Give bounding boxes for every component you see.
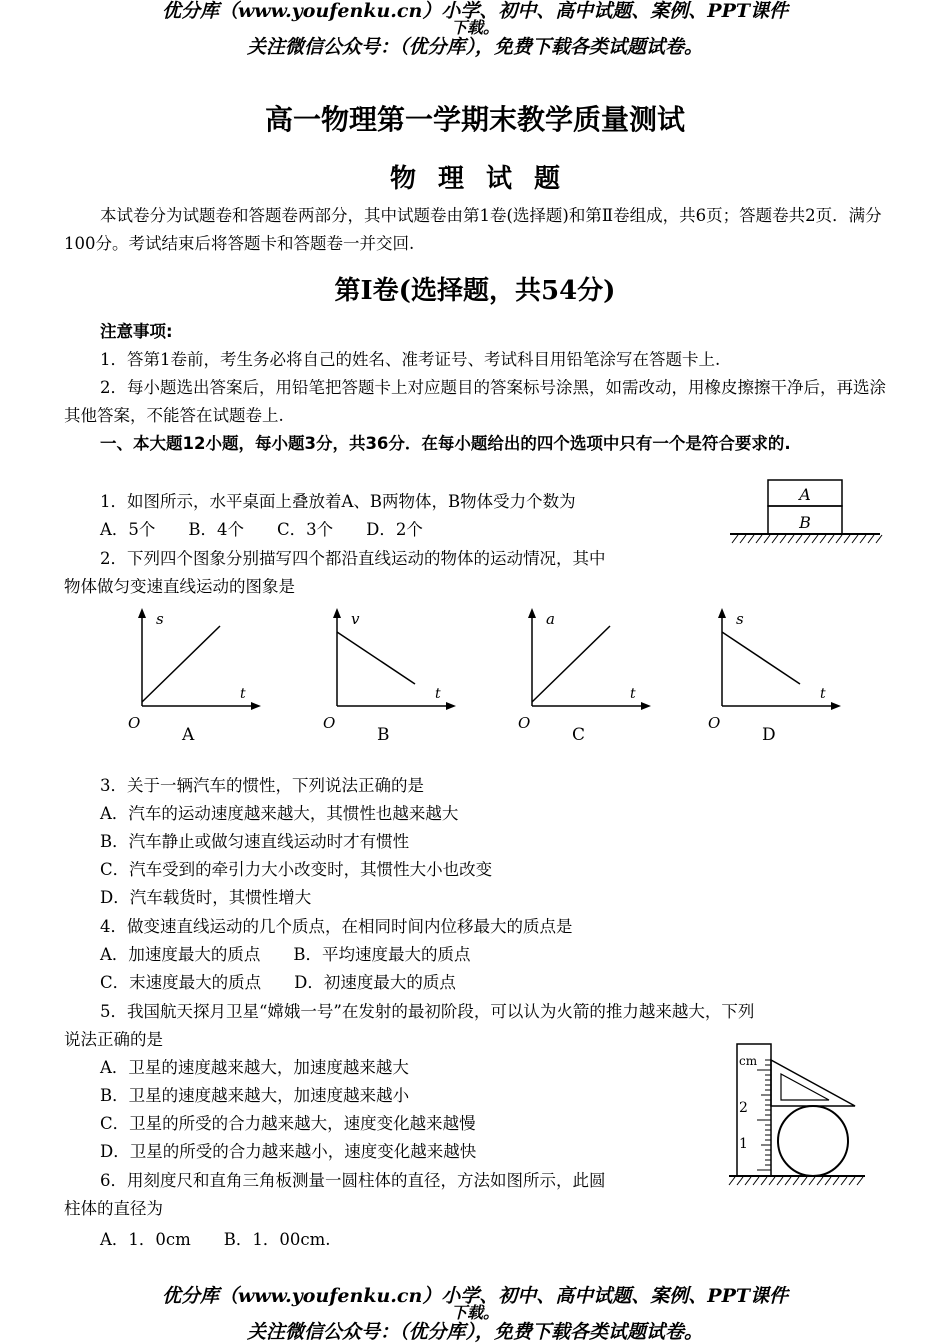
q6-ruler-figure bbox=[725, 1040, 875, 1190]
header-line1: 优分库（www.youfenku.cn）小学、初中、高中试题、案例、PPT课件 bbox=[161, 0, 789, 22]
page-subtitle: 物理试题 bbox=[389, 164, 582, 194]
y-arrow bbox=[718, 608, 726, 618]
q6-stem-2: 柱体的直径为 bbox=[64, 1199, 163, 1218]
graph-line bbox=[337, 632, 415, 684]
q6-stem-1: 6．用刻度尺和直角三角板测量一圆柱体的直径，方法如图所示，此圆 bbox=[100, 1171, 606, 1190]
q4-options-cd: C．末速度最大的质点 D．初速度最大的质点 bbox=[100, 973, 456, 992]
notice-item-1: 1．答第1卷前，考生务必将自己的姓名、准考证号、考试科目用铅笔涂写在答题卡上. bbox=[100, 350, 721, 369]
set-square bbox=[771, 1060, 855, 1106]
graph-D bbox=[708, 608, 841, 745]
q2-stem-1: 2．下列四个图象分别描写四个都沿直线运动的物体的运动情况，其中 bbox=[100, 549, 606, 568]
graph-line bbox=[722, 632, 800, 684]
q1-stem: 1．如图所示，水平桌面上叠放着A、B两物体，B物体受力个数为 bbox=[100, 492, 576, 511]
y-arrow bbox=[138, 608, 146, 618]
y-label: v bbox=[351, 610, 360, 628]
graph-caption: A bbox=[182, 725, 195, 745]
q2-stem-2: 物体做匀变速直线运动的图象是 bbox=[64, 577, 295, 596]
y-label: a bbox=[546, 610, 555, 628]
intro-paragraph: 本试卷分为试题卷和答题卷两部分，其中试题卷由第1卷(选择题)和第Ⅱ卷组成，共6页；答题卷共2页．满分100分。考试结束后将答题卡和答题卷一并交回. bbox=[64, 206, 882, 253]
x-label: t bbox=[240, 686, 246, 702]
x-arrow bbox=[831, 702, 841, 710]
footer-line1: 优分库（www.youfenku.cn）小学、初中、高中试题、案例、PPT课件 bbox=[161, 1285, 789, 1307]
footer-line1-wrap: 下载。 bbox=[450, 1303, 499, 1322]
notice-heading: 注意事项: bbox=[100, 322, 173, 341]
graph-A bbox=[128, 608, 261, 745]
header-line2: 关注微信公众号：（优分库），免费下载各类试题试卷。 bbox=[246, 36, 703, 58]
q5-stem-2: 说法正确的是 bbox=[64, 1030, 163, 1049]
q3-option-c: C．汽车受到的牵引力大小改变时，其惯性大小也改变 bbox=[100, 860, 493, 879]
block-b-label: B bbox=[799, 513, 811, 532]
block-a-label: A bbox=[799, 485, 811, 504]
q6-options: A．1．0cm B．1．00cm. bbox=[100, 1230, 331, 1249]
graph-caption: B bbox=[377, 725, 390, 745]
q4-stem: 4．做变速直线运动的几个质点，在相同时间内位移最大的质点是 bbox=[100, 917, 573, 936]
y-label: s bbox=[736, 610, 744, 628]
ruler-tick-1: 1 bbox=[739, 1136, 748, 1152]
q1-blocks-figure bbox=[730, 474, 890, 546]
x-arrow bbox=[446, 702, 456, 710]
origin-label: O bbox=[708, 714, 721, 732]
y-label: s bbox=[156, 610, 164, 628]
part1-instruction: 一、本大题12小题，每小题3分，共36分．在每小题给出的四个选项中只有一个是符合要求的. bbox=[100, 434, 791, 453]
graph-line bbox=[142, 626, 220, 702]
origin-label: O bbox=[518, 714, 531, 732]
q5-option-a: A．卫星的速度越来越大，加速度越来越大 bbox=[100, 1058, 409, 1077]
q5-option-c: C．卫星的所受的合力越来越大，速度变化越来越慢 bbox=[100, 1114, 476, 1133]
page-title: 高一物理第一学期末教学质量测试 bbox=[264, 103, 685, 136]
ruler-unit: cm bbox=[739, 1054, 758, 1068]
x-arrow bbox=[251, 702, 261, 710]
q2-graphs bbox=[110, 604, 850, 754]
origin-label: O bbox=[128, 714, 141, 732]
graph-line bbox=[532, 626, 610, 702]
section-title: 第Ⅰ卷(选择题，共54分) bbox=[334, 276, 616, 306]
y-arrow bbox=[333, 608, 341, 618]
q5-stem-1: 5．我国航天探月卫星“嫦娥一号”在发射的最初阶段，可以认为火箭的推力越来越大，下列 bbox=[100, 1002, 755, 1021]
graph-caption: D bbox=[762, 725, 776, 745]
x-arrow bbox=[641, 702, 651, 710]
q3-option-b: B．汽车静止或做匀速直线运动时才有惯性 bbox=[100, 832, 410, 851]
header-line1-wrap: 下载。 bbox=[450, 18, 499, 37]
x-label: t bbox=[435, 686, 441, 702]
graph-caption: C bbox=[572, 725, 586, 745]
y-arrow bbox=[528, 608, 536, 618]
footer-line2: 关注微信公众号：（优分库），免费下载各类试题试卷。 bbox=[246, 1321, 703, 1343]
graph-B bbox=[323, 608, 456, 745]
x-label: t bbox=[630, 686, 636, 702]
cylinder bbox=[778, 1106, 848, 1176]
q5-option-b: B．卫星的速度越来越大，加速度越来越小 bbox=[100, 1086, 410, 1105]
ruler-tick-2: 2 bbox=[739, 1100, 748, 1116]
origin-label: O bbox=[323, 714, 336, 732]
q1-options: A．5个 B．4个 C．3个 D．2个 bbox=[100, 520, 423, 539]
notice-item-2: 2．每小题选出答案后，用铅笔把答题卡上对应题目的答案标号涂黑，如需改动，用橡皮擦擦干净后，再选涂其他答案，不能答在试题卷上. bbox=[64, 378, 886, 425]
q3-option-d: D．汽车载货时，其惯性增大 bbox=[100, 888, 312, 907]
q3-option-a: A．汽车的运动速度越来越大，其惯性也越来越大 bbox=[100, 804, 459, 823]
q5-option-d: D．卫星的所受的合力越来越小，速度变化越来越快 bbox=[100, 1142, 477, 1161]
x-label: t bbox=[820, 686, 826, 702]
q3-stem: 3．关于一辆汽车的惯性，下列说法正确的是 bbox=[100, 776, 424, 795]
q4-options-ab: A．加速度最大的质点 B．平均速度最大的质点 bbox=[100, 945, 471, 964]
graph-C bbox=[518, 608, 651, 745]
